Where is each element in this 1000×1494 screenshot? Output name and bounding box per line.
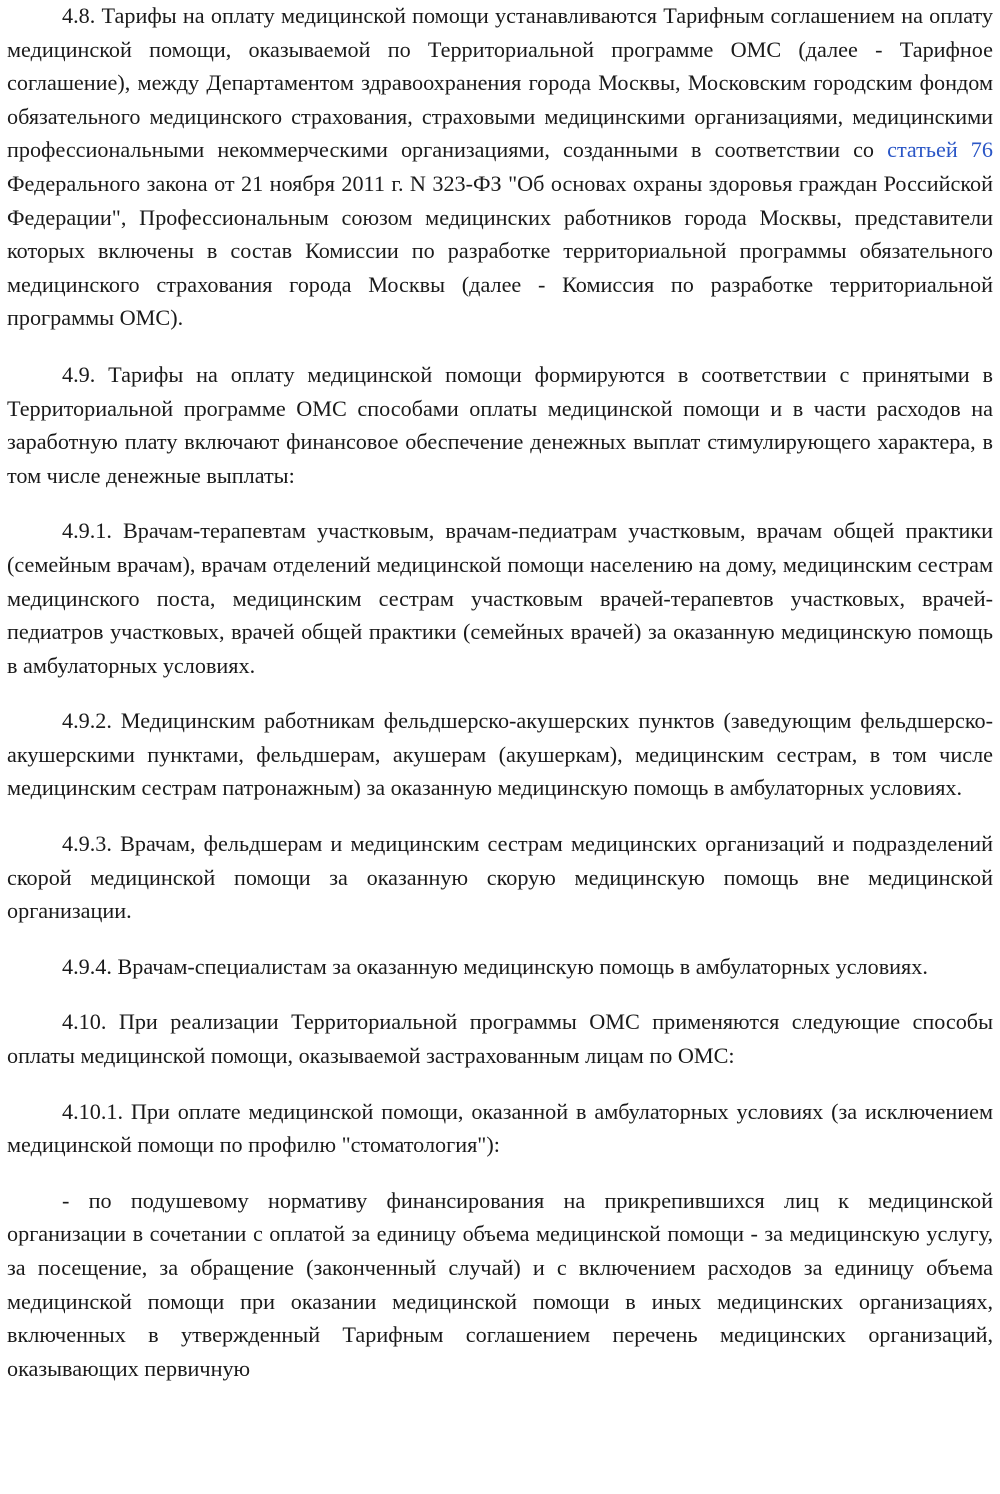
article-76-link[interactable]: статьей 76 [887,137,993,163]
paragraph-4-9-3: 4.9.3. Врачам, фельдшерам и медицинским сестрам медицинских организаций и подразделений скорой медицинской помощи за оказанную скорую медицинскую помощь вне медицинской организации. [7,831,993,924]
paragraph-4-8-text-after: Федерального закона от 21 ноября 2011 г. N 323-ФЗ "Об основах охраны здоровья граждан Российской Федерации", Профессиональным союзом медицинских работников города Москвы, представители которых включены в состав Комиссии по разработке территориальной программы обязательного медицинского страхования города Москвы (далее - Комиссия по разработке территориальной программы ОМС). [7,170,993,331]
paragraph-4-8-text-before: 4.8. Тарифы на оплату медицинской помощи устанавливаются Тарифным соглашением на оплату медицинской помощи, оказываемой по Территориальной программе ОМС (далее - Тарифное соглашение), между Департаментом здравоохранения города Москвы, Московским городским фондом обязательного медицинского страхования, страховыми медицинскими организациями, медицинскими профессиональными некоммерческими организациями, созданными в соответствии со [7,3,993,163]
paragraph-4-10-1: 4.10.1. При оплате медицинской помощи, оказанной в амбулаторных условиях (за исключением медицинской помощи по профилю "стоматология"): [7,1098,993,1158]
paragraph-dash-item: - по подушевому нормативу финансирования на прикрепившихся лиц к медицинской организации в сочетании с оплатой за единицу объема медицинской помощи - за медицинскую услугу, за посещение, за обращение (законченный случай) и с включением расходов за единицу объема медицинской помощи при оказании медицинской помощи в иных медицинских организациях, включенных в утвержденный Тарифным соглашением перечень медицинских организаций, оказывающих первичную [7,1187,993,1381]
paragraph-4-9-2: 4.9.2. Медицинским работникам фельдшерско-акушерских пунктов (заведующим фельдшерско-акушерскими пунктами, фельдшерам, акушерам (акушеркам), медицинским сестрам, в том числе медицинским сестрам патронажным) за оказанную медицинскую помощь в амбулаторных условиях. [7,708,993,801]
paragraph-4-10: 4.10. При реализации Территориальной программы ОМС применяются следующие способы оплаты медицинской помощи, оказываемой застрахованным лицам по ОМС: [7,1009,993,1069]
paragraph-4-8 [7,0,993,335]
paragraph-4-9: 4.9. Тарифы на оплату медицинской помощи формируются в соответствии с принятыми в Территориальной программе ОМС способами оплаты медицинской помощи и в части расходов на заработную плату включают финансовое обеспечение денежных выплат стимулирующего характера, в том числе денежные выплаты: [7,361,993,488]
paragraph-4-9-1: 4.9.1. Врачам-терапевтам участковым, врачам-педиатрам участковым, врачам общей практики (семейным врачам), врачам отделений медицинской помощи населению на дому, медицинским сестрам медицинского поста, медицинским сестрам участковым врачей-терапевтов участковых, врачей-педиатров участковых, врачей общей практики (семейных врачей) за оказанную медицинскую помощь в амбулаторных условиях. [7,518,993,678]
paragraph-4-9-4: 4.9.4. Врачам-специалистам за оказанную медицинскую помощь в амбулаторных условиях. [62,953,928,979]
